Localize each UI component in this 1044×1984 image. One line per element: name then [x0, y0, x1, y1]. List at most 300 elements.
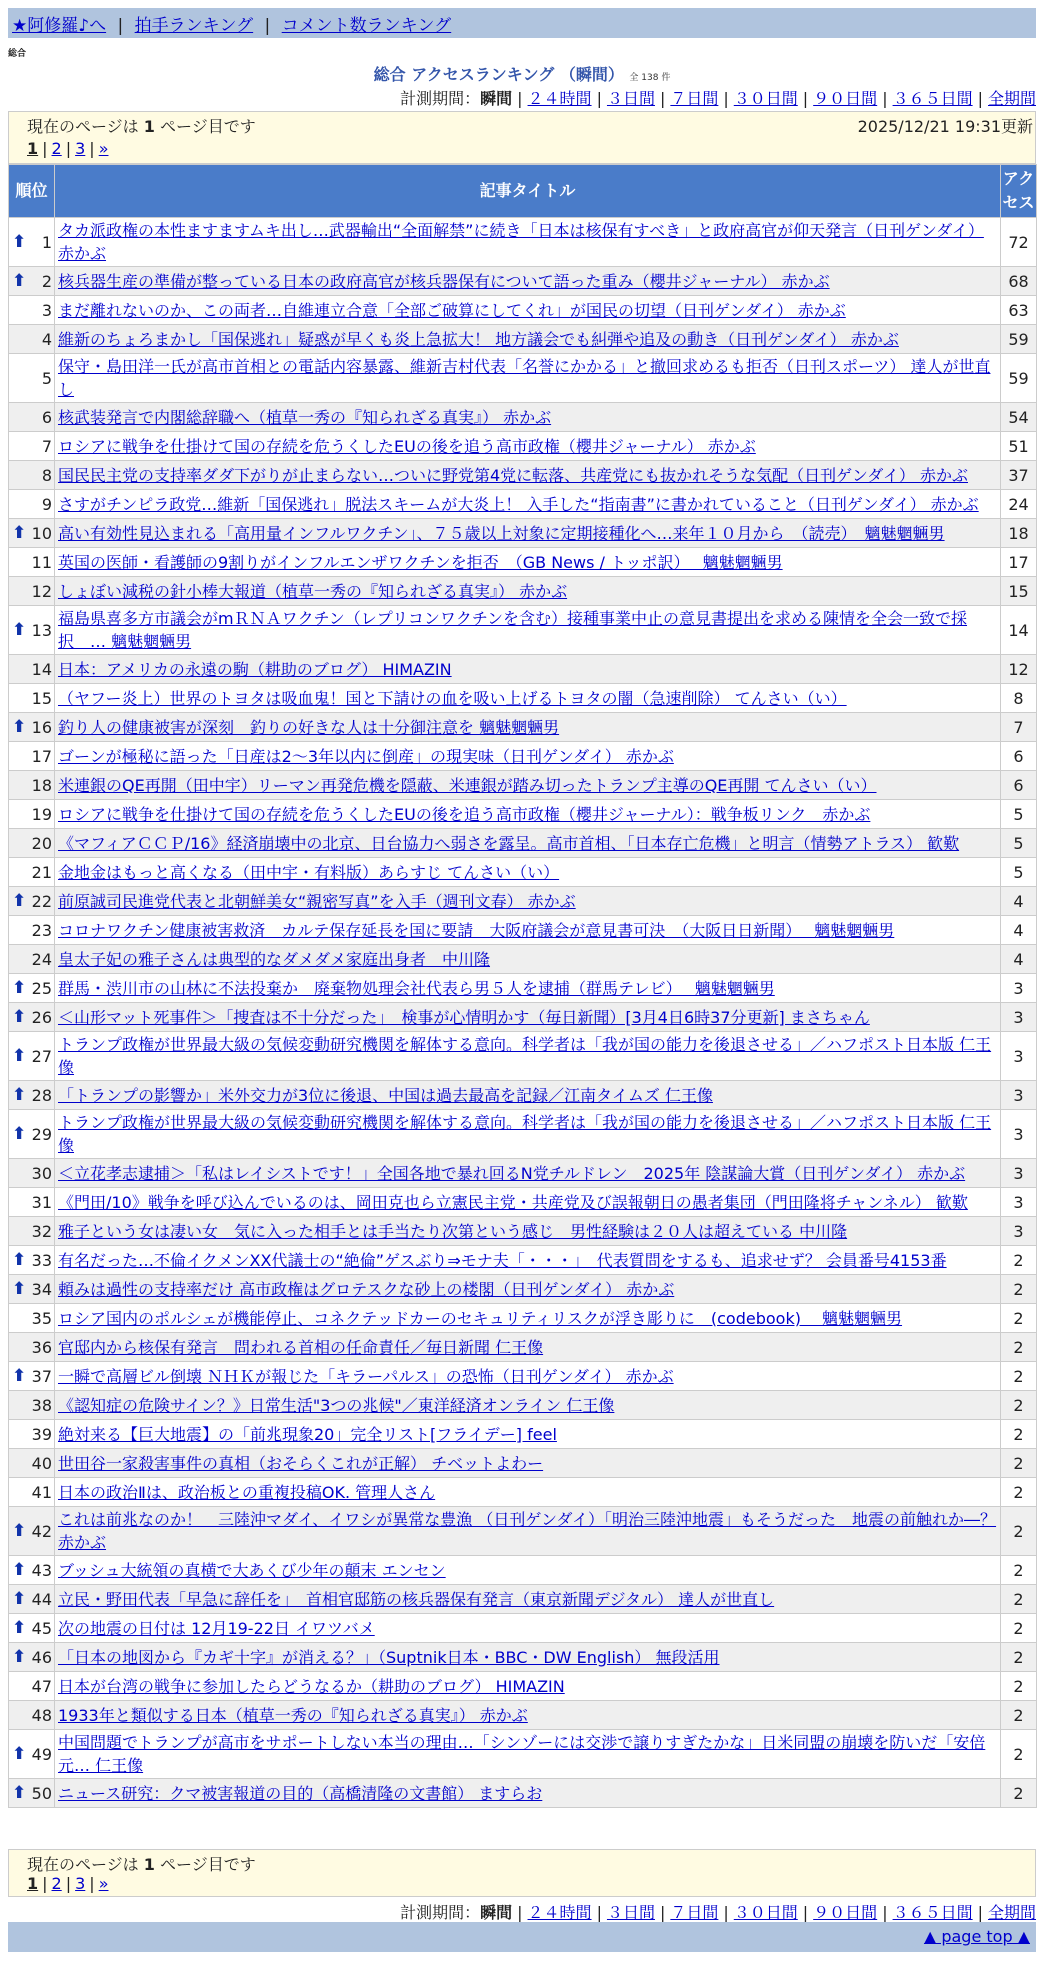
- access-count: 59: [1001, 325, 1037, 354]
- column-header-rank: 順位: [9, 165, 55, 218]
- access-count: 2: [1001, 1362, 1037, 1391]
- up-arrow-icon: ⬆: [12, 1006, 27, 1027]
- rank-cell: [9, 1730, 55, 1779]
- title-cell: [55, 296, 1001, 325]
- up-arrow-icon: ⬆: [12, 1084, 27, 1105]
- period-link[interactable]: ３６５日間: [892, 89, 973, 108]
- rank-number: 11: [31, 552, 52, 572]
- rank-cell: [9, 1507, 55, 1556]
- rank-number: 45: [31, 1618, 52, 1638]
- comment-ranking-link[interactable]: コメント数ランキング: [281, 16, 452, 36]
- access-count: 68: [1001, 267, 1037, 296]
- article-title-link[interactable]: ロシアに戦争を仕掛けて国の存続を危うくしたEUの後を追う高市政権（櫻井ジャーナル） 赤かぶ: [58, 436, 756, 456]
- rank-cell: [9, 945, 55, 974]
- article-title-link[interactable]: ロシア国内のポルシェが機能停止、コネクテッドカーのセキュリティリスクが浮き彫りに (codebook) 魑魅魍魎男: [58, 1308, 903, 1328]
- table-row: [9, 354, 1037, 403]
- title-cell: [55, 1032, 1001, 1081]
- rank-cell: [9, 1304, 55, 1333]
- period-link[interactable]: ３６５日間: [892, 1903, 973, 1922]
- access-count: 2: [1001, 1391, 1037, 1420]
- access-count: 3: [1001, 1188, 1037, 1217]
- period-link[interactable]: ３０日間: [733, 1903, 798, 1922]
- table-row: [9, 490, 1037, 519]
- access-count: 2: [1001, 1333, 1037, 1362]
- access-count: 2: [1001, 1246, 1037, 1275]
- article-title-link[interactable]: トランプ政権が世界最大級の気候変動研究機関を解体する意向。科学者は「我が国の能力を後退させる」／ハフポスト日本版 仁王像: [58, 1035, 992, 1077]
- title-cell: [55, 1614, 1001, 1643]
- rank-cell: [9, 887, 55, 916]
- rank-cell: [9, 1003, 55, 1032]
- article-title-link[interactable]: 日本の政治Ⅱは、政治板との重複投稿OK. 管理人さん: [58, 1482, 436, 1502]
- title-cell: [55, 218, 1001, 267]
- table-row: [9, 218, 1037, 267]
- table-row: [9, 1507, 1037, 1556]
- up-arrow-icon: ⬆: [12, 522, 27, 543]
- page-info-bottom: [8, 1849, 1036, 1897]
- up-arrow-icon: ⬆: [12, 1782, 27, 1803]
- period-link[interactable]: ９０日間: [813, 1903, 878, 1922]
- table-row: [9, 1275, 1037, 1304]
- title-cell: [55, 684, 1001, 713]
- rank-cell: [9, 1478, 55, 1507]
- article-title-link[interactable]: 英国の医師・看護師の9割りがインフルエンザワクチンを拒否 （GB News / トッポ訳） 魑魅魍魎男: [58, 552, 783, 572]
- period-separator: |: [659, 1903, 666, 1922]
- title-cell: [55, 1110, 1001, 1159]
- rank-cell: [9, 1362, 55, 1391]
- up-arrow-icon: ⬆: [12, 1559, 27, 1580]
- rank-number: 15: [31, 688, 52, 708]
- table-row: [9, 1701, 1037, 1730]
- pager-separator: |: [89, 1874, 95, 1893]
- table-row: [9, 1032, 1037, 1081]
- access-count: 63: [1001, 296, 1037, 325]
- access-count: 4: [1001, 916, 1037, 945]
- rank-cell: [9, 1081, 55, 1110]
- rank-number: 48: [31, 1705, 52, 1725]
- rank-number: 20: [31, 833, 52, 853]
- rank-cell: [9, 403, 55, 432]
- table-row: [9, 945, 1037, 974]
- table-row: [9, 1556, 1037, 1585]
- rank-number: 3: [41, 300, 52, 320]
- article-title-link[interactable]: （ヤフー炎上）世界のトヨタは吸血鬼！国と下請けの血を吸い上げるトヨタの闇（急速削除） てんさい（い）: [58, 688, 847, 708]
- table-row: [9, 325, 1037, 354]
- access-count: 5: [1001, 829, 1037, 858]
- access-count: 2: [1001, 1478, 1037, 1507]
- article-title-link[interactable]: ゴーンが極秘に語った「日産は2～3年以内に倒産」の現実味（日刊ゲンダイ） 赤かぶ: [58, 746, 674, 766]
- period-label: 計測期間：: [400, 89, 481, 108]
- period-current: 瞬間: [480, 1903, 513, 1922]
- access-count: 5: [1001, 800, 1037, 829]
- table-row: [9, 974, 1037, 1003]
- up-arrow-icon: ⬆: [12, 1743, 27, 1764]
- access-count: 15: [1001, 577, 1037, 606]
- title-cell: [55, 713, 1001, 742]
- article-title-link[interactable]: 次の地震の日付は 12月19-22日 イワツバメ: [58, 1618, 375, 1638]
- period-separator: |: [882, 89, 888, 108]
- access-count: 51: [1001, 432, 1037, 461]
- rank-number: 22: [31, 891, 52, 911]
- access-count: 2: [1001, 1730, 1037, 1779]
- article-title-link[interactable]: ブッシュ大統領の真横で大あくび少年の顛末 エンセン: [58, 1560, 446, 1580]
- access-count: 18: [1001, 519, 1037, 548]
- title-cell: [55, 858, 1001, 887]
- rank-number: 33: [31, 1250, 52, 1270]
- rank-number: 42: [31, 1521, 52, 1541]
- access-count: 17: [1001, 548, 1037, 577]
- table-row: [9, 1246, 1037, 1275]
- period-separator: |: [882, 1903, 888, 1922]
- rank-number: 34: [31, 1279, 52, 1299]
- title-cell: [55, 771, 1001, 800]
- article-title-link[interactable]: 群馬・渋川市の山林に不法投棄か 廃棄物処理会社代表ら男５人を逮捕（群馬テレビ） 魑魅魍魎男: [58, 978, 775, 998]
- pager-page-link[interactable]: 2: [51, 139, 62, 158]
- rank-cell: [9, 1779, 55, 1808]
- period-link[interactable]: ７日間: [670, 89, 719, 108]
- rank-number: 28: [31, 1085, 52, 1105]
- rank-number: 39: [31, 1424, 52, 1444]
- rank-cell: [9, 1217, 55, 1246]
- access-count: 3: [1001, 974, 1037, 1003]
- access-count: 2: [1001, 1449, 1037, 1478]
- access-count: 2: [1001, 1779, 1037, 1808]
- table-row: [9, 916, 1037, 945]
- title-cell: [55, 1556, 1001, 1585]
- rank-number: 46: [31, 1647, 52, 1667]
- table-row: [9, 1730, 1037, 1779]
- title-cell: [55, 1585, 1001, 1614]
- rank-number: 49: [31, 1744, 52, 1764]
- updated-timestamp: 2025/12/21 19:31更新: [857, 117, 1033, 136]
- back-to-asyura-link[interactable]: ★阿修羅♪へ: [12, 16, 107, 36]
- article-title-link[interactable]: 金地金はもっと高くなる（田中宇・有料版）あらすじ てんさい（い）: [58, 862, 560, 882]
- table-row: [9, 1159, 1037, 1188]
- table-row: [9, 800, 1037, 829]
- article-title-link[interactable]: ＜山形マット死事件＞「捜査は不十分だった」 検事が心情明かす（毎日新聞）[3月4日6時37分更新] まさちゃん: [58, 1007, 870, 1027]
- title-cell: [55, 325, 1001, 354]
- table-row: [9, 1420, 1037, 1449]
- up-arrow-icon: ⬆: [12, 716, 27, 737]
- period-separator: |: [802, 1903, 809, 1922]
- table-row: [9, 742, 1037, 771]
- total-count: 全 138 件: [629, 73, 671, 83]
- article-title-link[interactable]: 国民民主党の支持率ダダ下がりが止まらない…ついに野党第4党に転落、共産党にも抜かれそうな気配（日刊ゲンダイ） 赤かぶ: [58, 465, 968, 485]
- title-cell: [55, 548, 1001, 577]
- access-count: 2: [1001, 1585, 1037, 1614]
- rank-number: 36: [31, 1337, 52, 1357]
- title-cell: [55, 1188, 1001, 1217]
- period-link[interactable]: ９０日間: [813, 89, 878, 108]
- article-title-link[interactable]: トランプ政権が世界最大級の気候変動研究機関を解体する意向。科学者は「我が国の能力を後退させる」／ハフポスト日本版 仁王像: [58, 1113, 992, 1155]
- access-count: 72: [1001, 218, 1037, 267]
- table-row: [9, 887, 1037, 916]
- rank-number: 44: [31, 1589, 52, 1609]
- rank-number: 25: [31, 978, 52, 998]
- rank-number: 30: [31, 1163, 52, 1183]
- article-title-link[interactable]: 皇太子妃の雅子さんは典型的なダメダメ家庭出身者 中川隆: [58, 949, 491, 969]
- article-title-link[interactable]: 福島県喜多方市議会がmＲＮＡワクチン（レプリコンワクチンを含む）接種事業中止の意見書提出を求める陳情を全会一致で採択 … 魑魅魍魎男: [58, 609, 968, 651]
- period-selector-bottom: [400, 1900, 1036, 1923]
- nav-separator: |: [117, 16, 124, 36]
- table-row: [9, 771, 1037, 800]
- title-cell: [55, 974, 1001, 1003]
- pager: [27, 1874, 108, 1893]
- title-cell: [55, 267, 1001, 296]
- table-row: [9, 403, 1037, 432]
- rank-cell: [9, 218, 55, 267]
- article-title-link[interactable]: 中国問題でトランプが高市をサポートしない本当の理由…「シンゾーには交渉で譲りすぎたかな」日米同盟の崩壊を防いだ「安倍元… 仁王像: [58, 1733, 986, 1775]
- table-row: [9, 519, 1037, 548]
- table-row: [9, 1362, 1037, 1391]
- period-separator: |: [977, 1903, 983, 1922]
- table-row: [9, 1643, 1037, 1672]
- page-top-link[interactable]: ▲ page top ▲: [923, 1927, 1030, 1946]
- rank-cell: [9, 916, 55, 945]
- pager: [27, 139, 108, 158]
- article-title-link[interactable]: 立民・野田代表「早急に辞任を」 首相官邸筋の核兵器保有発言（東京新聞デジタル） 達人が世直し: [58, 1589, 775, 1609]
- pager-page-link[interactable]: 3: [75, 139, 86, 158]
- up-arrow-icon: ⬆: [12, 1646, 27, 1667]
- table-row: [9, 1188, 1037, 1217]
- rank-number: 7: [41, 436, 52, 456]
- period-label: 計測期間：: [400, 1903, 481, 1922]
- title-cell: [55, 1217, 1001, 1246]
- up-arrow-icon: ⬆: [12, 977, 27, 998]
- rank-cell: [9, 325, 55, 354]
- rank-cell: [9, 655, 55, 684]
- access-count: 3: [1001, 1159, 1037, 1188]
- access-count: 3: [1001, 1110, 1037, 1159]
- rank-cell: [9, 267, 55, 296]
- access-count: 3: [1001, 1081, 1037, 1110]
- rank-cell: [9, 461, 55, 490]
- title-cell: [55, 577, 1001, 606]
- period-separator: |: [977, 89, 983, 108]
- pager-next-link[interactable]: »: [98, 139, 109, 158]
- article-title-link[interactable]: 有名だった…不倫イクメンXX代議士の“絶倫”ゲスぶり⇒モナ夫「・・・」 代表質問をするも、追求せず？ 会員番号4153番: [58, 1250, 947, 1270]
- rank-number: 17: [31, 746, 52, 766]
- rank-number: 40: [31, 1453, 52, 1473]
- article-title-link[interactable]: 高い有効性見込まれる「高用量インフルワクチン」、７５歳以上対象に定期接種化へ…来年１０月から （読売） 魑魅魍魎男: [58, 523, 945, 543]
- rank-cell: [9, 1701, 55, 1730]
- rank-number: 19: [31, 804, 52, 824]
- article-title-link[interactable]: コロナワクチン健康被害救済 カルテ保存延長を国に要請 大阪府議会が意見書可決 （大阪日日新聞） 魑魅魍魎男: [58, 920, 895, 940]
- table-row: [9, 461, 1037, 490]
- title-cell: [55, 800, 1001, 829]
- article-title-link[interactable]: さすがチンピラ政党…維新「国保逃れ」脱法スキームが大炎上！ 入手した“指南書”に書かれていること（日刊ゲンダイ） 赤かぶ: [58, 494, 979, 514]
- pager-page-link[interactable]: 2: [51, 1874, 62, 1893]
- up-arrow-icon: ⬆: [12, 1365, 27, 1386]
- ranking-table: [8, 164, 1037, 1808]
- article-title-link[interactable]: 「トランプの影響か」米外交力が3位に後退、中国は過去最高を記録／江南タイムズ 仁王像: [58, 1085, 713, 1105]
- article-title-link[interactable]: 維新のちょろまかし「国保逃れ」疑惑が早くも炎上急拡大！ 地方議会でも糾弾や追及の動き（日刊ゲンダイ） 赤かぶ: [58, 329, 899, 349]
- pager-current-page: 1: [27, 139, 39, 158]
- rank-cell: [9, 577, 55, 606]
- up-arrow-icon: ⬆: [12, 619, 27, 640]
- article-title-link[interactable]: 前原誠司民進党代表と北朝鮮美女“親密写真”を入手（週刊文春） 赤かぶ: [58, 891, 576, 911]
- title-cell: [55, 1779, 1001, 1808]
- rank-cell: [9, 1110, 55, 1159]
- access-count: 6: [1001, 742, 1037, 771]
- article-title-link[interactable]: 米連銀のQE再開（田中宇）リーマン再発危機を隠蔽、米連銀が踏み切ったトランプ主導のQE再開 てんさい（い）: [58, 775, 877, 795]
- article-title-link[interactable]: これは前兆なのか！ 三陸沖マダイ、イワシが異常な豊漁 （日刊ゲンダイ）「明治三陸沖地震」もそうだった 地震の前触れか―？ 赤かぶ: [58, 1510, 997, 1552]
- title-cell: [55, 655, 1001, 684]
- article-title-link[interactable]: 核武装発言で内閣総辞職へ（植草一秀の『知られざる真実』） 赤かぶ: [58, 407, 552, 427]
- access-count: 37: [1001, 461, 1037, 490]
- footer-bar: [8, 1922, 1036, 1952]
- period-link[interactable]: 全期間: [987, 1903, 1036, 1922]
- period-separator: |: [659, 89, 666, 108]
- table-row: [9, 1217, 1037, 1246]
- rank-number: 31: [31, 1192, 52, 1212]
- article-title-link[interactable]: 保守・島田洋一氏が高市首相との電話内容暴露、維新吉村代表「名誉にかかる」と撤回求めるも拒否（日刊スポーツ） 達人が世直し: [58, 357, 991, 399]
- access-count: 2: [1001, 1275, 1037, 1304]
- pager-page-link[interactable]: 3: [75, 1874, 86, 1893]
- clap-ranking-link[interactable]: 拍手ランキング: [134, 16, 254, 36]
- article-title-link[interactable]: しょぼい減税の針小棒大報道（植草一秀の『知られざる真実』） 赤かぶ: [58, 581, 568, 601]
- article-title-link[interactable]: ロシアに戦争を仕掛けて国の存続を危うくしたEUの後を追う高市政権（櫻井ジャーナル）：戦争板リンク 赤かぶ: [58, 804, 871, 824]
- up-arrow-icon: ⬆: [12, 231, 27, 252]
- rank-number: 38: [31, 1395, 52, 1415]
- article-title-link[interactable]: 官邸内から核保有発言 問われる首相の任命責任／毎日新聞 仁王像: [58, 1337, 544, 1357]
- rank-number: 18: [31, 775, 52, 795]
- ranking-rows: [9, 218, 1037, 1808]
- title-cell: [55, 461, 1001, 490]
- article-title-link[interactable]: 世田谷一家殺害事件の真相（おそらくこれが正解） チベットよわー: [58, 1453, 544, 1473]
- rank-cell: [9, 1275, 55, 1304]
- period-link[interactable]: ２４時間: [527, 1903, 592, 1922]
- access-count: 59: [1001, 354, 1037, 403]
- title-cell: [55, 1391, 1001, 1420]
- ranking-title: 総合 アクセスランキング （瞬間）: [373, 65, 624, 84]
- rank-cell: [9, 1159, 55, 1188]
- table-row: [9, 1585, 1037, 1614]
- up-arrow-icon: ⬆: [12, 1123, 27, 1144]
- rank-cell: [9, 1246, 55, 1275]
- rank-cell: [9, 296, 55, 325]
- access-count: 2: [1001, 1614, 1037, 1643]
- pager-separator: |: [89, 139, 95, 158]
- rank-cell: [9, 1672, 55, 1701]
- title-cell: [55, 1275, 1001, 1304]
- period-link[interactable]: ３０日間: [733, 89, 798, 108]
- article-title-link[interactable]: 頼みは過性の支持率だけ 高市政権はグロテスクな砂上の楼閣（日刊ゲンダイ） 赤かぶ: [58, 1279, 675, 1299]
- up-arrow-icon: ⬆: [12, 270, 27, 291]
- rank-number: 23: [31, 920, 52, 940]
- access-count: 3: [1001, 1217, 1037, 1246]
- article-title-link[interactable]: まだ離れないのか、この両者…自維連立合意「全部ご破算にしてくれ」が国民の切望（日刊ゲンダイ） 赤かぶ: [58, 300, 846, 320]
- title-cell: [55, 916, 1001, 945]
- rank-cell: [9, 548, 55, 577]
- pager-separator: |: [42, 1874, 48, 1893]
- title-cell: [55, 1730, 1001, 1779]
- article-title-link[interactable]: 日本：アメリカの永遠の駒（耕助のブログ） HIMAZIN: [58, 659, 452, 679]
- title-cell: [55, 1643, 1001, 1672]
- article-title-link[interactable]: 1933年と類似する日本（植草一秀の『知られざる真実』） 赤かぶ: [58, 1705, 528, 1725]
- period-link[interactable]: ７日間: [670, 1903, 719, 1922]
- period-link[interactable]: ２４時間: [527, 89, 592, 108]
- title-cell: [55, 1449, 1001, 1478]
- access-count: 6: [1001, 771, 1037, 800]
- title-cell: [55, 1507, 1001, 1556]
- table-row: [9, 1391, 1037, 1420]
- access-count: 24: [1001, 490, 1037, 519]
- period-separator: |: [596, 1903, 602, 1922]
- title-cell: [55, 1246, 1001, 1275]
- article-title-link[interactable]: 核兵器生産の準備が整っている日本の政府高官が核兵器保有について語った重み（櫻井ジャーナル） 赤かぶ: [58, 271, 830, 291]
- article-title-link[interactable]: ニュース研究：クマ被害報道の目的（高橋清隆の文書館） ますらお: [58, 1783, 543, 1803]
- pager-separator: |: [65, 1874, 72, 1893]
- article-title-link[interactable]: 釣り人の健康被害が深刻 釣りの好きな人は十分御注意を 魑魅魍魎男: [58, 717, 560, 737]
- period-current: 瞬間: [480, 89, 513, 108]
- access-count: 4: [1001, 945, 1037, 974]
- up-arrow-icon: ⬆: [12, 1249, 27, 1270]
- period-link[interactable]: ３日間: [606, 89, 655, 108]
- title-cell: [55, 606, 1001, 655]
- pager-next-link[interactable]: »: [98, 1874, 109, 1893]
- rank-number: 9: [41, 494, 52, 514]
- up-arrow-icon: ⬆: [12, 1617, 27, 1638]
- article-title-link[interactable]: 《認知症の危険サイン？》日常生活"3つの兆候"／東洋経済オンライン 仁王像: [58, 1395, 615, 1415]
- article-title-link[interactable]: 「日本の地図から『カギ十字』が消える？」（Suptnik日本・BBC・DW English） 無段活用: [58, 1647, 720, 1667]
- article-title-link[interactable]: 絶対来る【巨大地震】の「前兆現象20」完全リスト[フライデー] feel: [58, 1424, 557, 1444]
- table-row: [9, 1672, 1037, 1701]
- article-title-link[interactable]: 《マフィアＣＣＰ/16》経済崩壊中の北京、日台協力へ弱さを露呈。高市首相、「日本存亡危機」と明言（情勢アトラス） 歓歎: [58, 833, 960, 853]
- title-cell: [55, 1159, 1001, 1188]
- rank-cell: [9, 1420, 55, 1449]
- article-title-link[interactable]: 《門田/10》戦争を呼び込んでいるのは、岡田克也ら立憲民主党・共産党及び誤報朝日の愚者集団（門田隆将チャンネル） 歓歎: [58, 1192, 968, 1212]
- title-cell: [55, 519, 1001, 548]
- page-title: [0, 62, 1044, 85]
- rank-cell: [9, 974, 55, 1003]
- access-count: 2: [1001, 1507, 1037, 1556]
- period-selector-top: [400, 86, 1036, 109]
- table-row: [9, 829, 1037, 858]
- period-link[interactable]: 全期間: [987, 89, 1036, 108]
- period-link[interactable]: ３日間: [606, 1903, 655, 1922]
- rank-cell: [9, 1333, 55, 1362]
- access-count: 54: [1001, 403, 1037, 432]
- article-title-link[interactable]: 日本が台湾の戦争に参加したらどうなるか（耕助のブログ） HIMAZIN: [58, 1676, 565, 1696]
- title-cell: [55, 1420, 1001, 1449]
- rank-cell: [9, 742, 55, 771]
- title-cell: [55, 887, 1001, 916]
- rank-cell: [9, 1032, 55, 1081]
- access-count: 3: [1001, 1003, 1037, 1032]
- table-row: [9, 1614, 1037, 1643]
- article-title-link[interactable]: 雅子という女は凄い女 気に入った相手とは手当たり次第という感じ 男性経験は２０人は超えている 中川隆: [58, 1221, 848, 1241]
- rank-number: 1: [41, 232, 52, 252]
- rank-number: 10: [31, 523, 52, 543]
- current-page-text: 現在のページは 1 ページ目です: [27, 1855, 256, 1874]
- table-row: [9, 606, 1037, 655]
- rank-number: 32: [31, 1221, 52, 1241]
- article-title-link[interactable]: 一瞬で高層ビル倒壊 ＮＨＫが報じた「キラーパルス」の恐怖（日刊ゲンダイ） 赤かぶ: [58, 1366, 674, 1386]
- table-row: [9, 713, 1037, 742]
- rank-cell: [9, 684, 55, 713]
- title-cell: [55, 1081, 1001, 1110]
- nav-separator: |: [264, 16, 271, 36]
- up-arrow-icon: ⬆: [12, 1045, 27, 1066]
- table-row: [9, 1110, 1037, 1159]
- section-label: 総合: [8, 49, 27, 59]
- rank-cell: [9, 519, 55, 548]
- article-title-link[interactable]: タカ派政権の本性ますますムキ出し…武器輸出“全面解禁”に続き「日本は核保有すべき」と政府高官が仰天発言（日刊ゲンダイ） 赤かぶ: [58, 221, 984, 263]
- article-title-link[interactable]: ＜立花孝志逮捕＞「私はレイシストです！」全国各地で暴れ回るN党チルドレン 2025年 陰謀論大賞（日刊ゲンダイ） 赤かぶ: [58, 1163, 966, 1183]
- rank-number: 12: [31, 581, 52, 601]
- rank-number: 47: [31, 1676, 52, 1696]
- up-arrow-icon: ⬆: [12, 1588, 27, 1609]
